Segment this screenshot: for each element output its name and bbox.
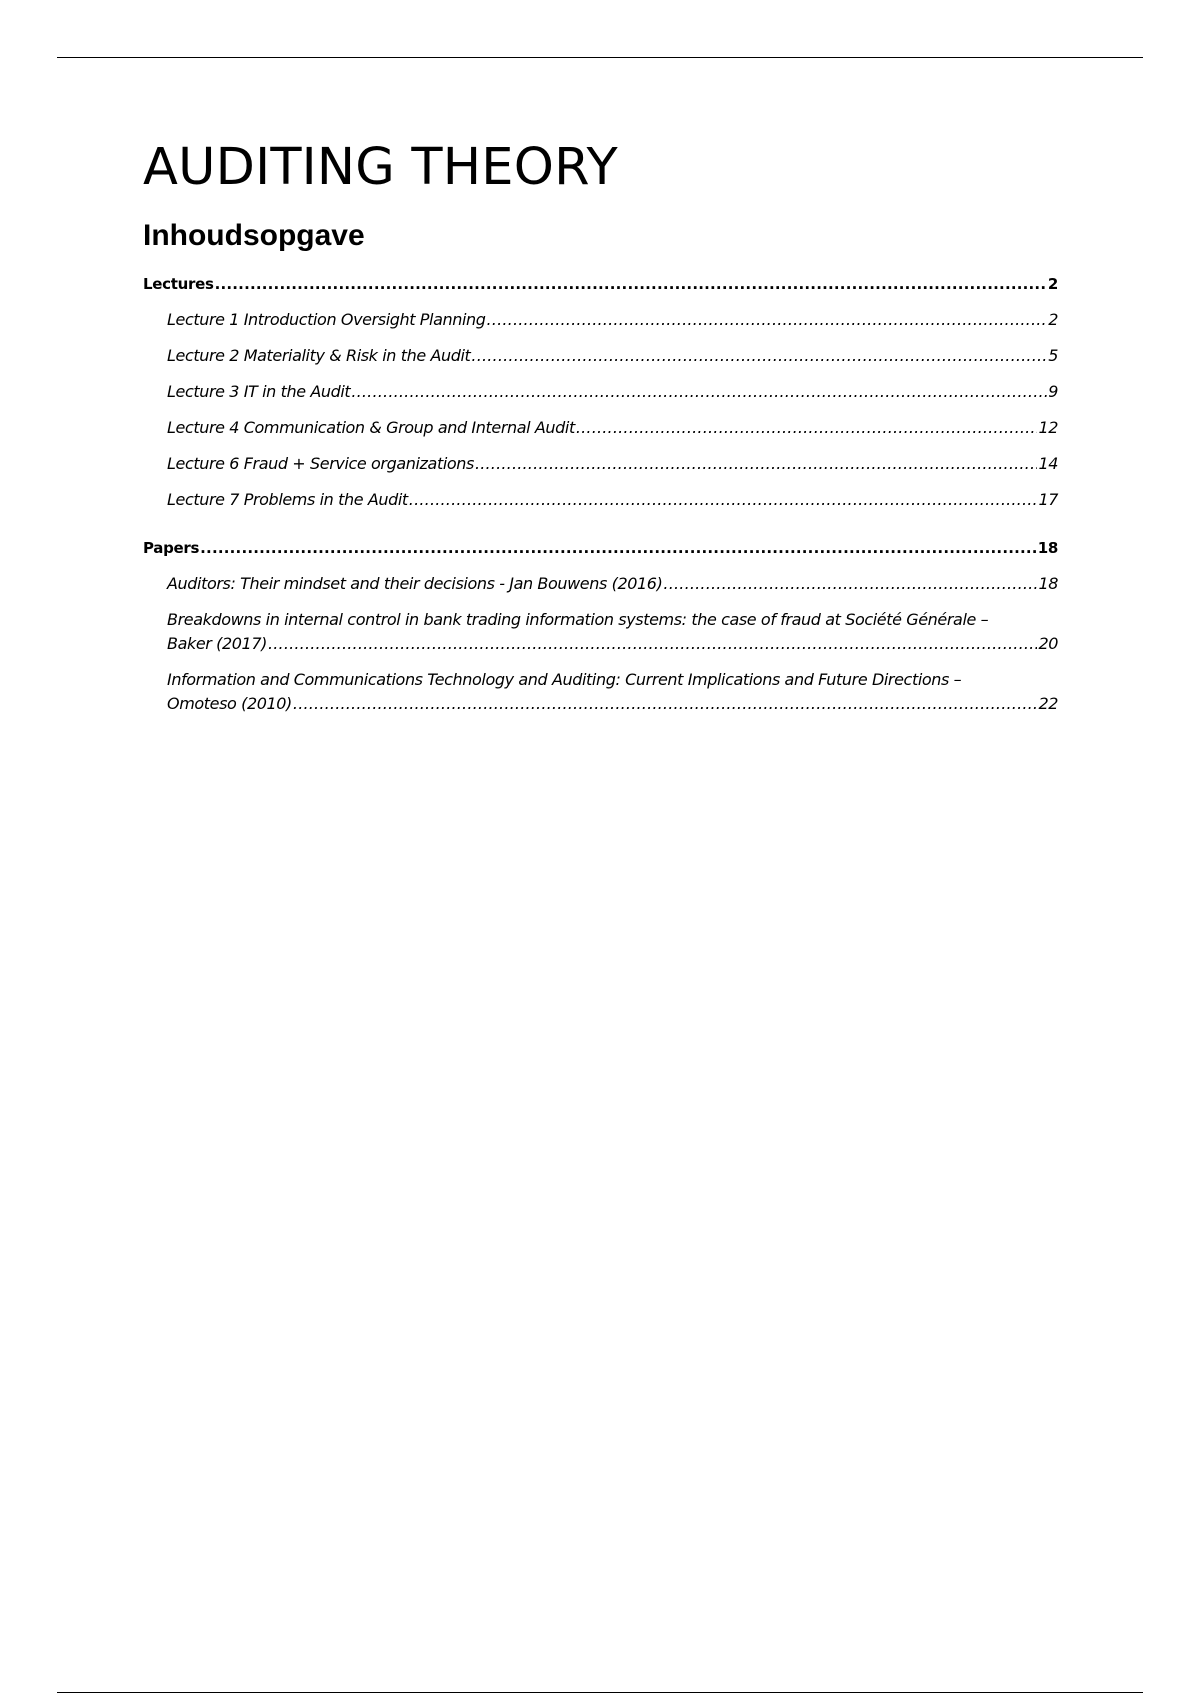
toc-entry-page: 17 [1038,490,1058,509]
toc-dot-leader [200,536,1037,560]
toc-entry-page: 18 [1038,574,1058,593]
toc-entry-page: 12 [1038,418,1058,437]
toc-entry-label-continued: Baker (2017) [167,634,267,653]
toc-entry-label-continued: Omoteso (2010) [167,694,292,713]
toc-entry-label: Breakdowns in internal control in bank trading information systems: the case of fraud at Société Générale – [167,610,989,629]
toc-entry-page: 5 [1048,346,1058,365]
toc-entry-label: Lecture 2 Materiality & Risk in the Audit [167,346,471,365]
toc-entry-page: 20 [1038,634,1058,653]
toc-entry-page: 2 [1047,275,1058,293]
toc-dot-leader [351,380,1047,404]
toc-entry-label: Lecture 7 Problems in the Audit [167,490,408,509]
document-title: AUDITING THEORY [143,138,618,197]
toc-dot-leader [487,308,1048,332]
toc-entry-paper-bouwens[interactable] [143,572,1058,596]
toc-dot-leader [215,272,1047,296]
toc-entry-label: Auditors: Their mindset and their decisions - Jan Bouwens (2016) [167,574,663,593]
toc-entry-page: 22 [1038,694,1058,713]
toc-dot-leader [409,488,1038,512]
toc-entry-lectures[interactable] [143,272,1058,296]
header-rule [57,57,1143,58]
toc-entry-label: Lecture 6 Fraud + Service organizations [167,454,474,473]
toc-dot-leader [663,572,1037,596]
toc-section-papers [143,536,1058,716]
toc-heading: Inhoudsopgave [143,219,365,252]
toc-entry-lecture-6[interactable] [143,452,1058,476]
toc-entry-lecture-1[interactable] [143,308,1058,332]
toc-dot-leader [475,452,1038,476]
toc-entry-lecture-4[interactable] [143,416,1058,440]
toc-entry-page: 9 [1048,382,1058,401]
table-of-contents [143,272,1058,716]
toc-entry-paper-omoteso[interactable] [143,668,1058,716]
toc-entry-page: 2 [1048,310,1058,329]
toc-entry-label: Papers [143,539,200,557]
toc-entry-page: 14 [1038,454,1058,473]
toc-entry-lecture-2[interactable] [143,344,1058,368]
toc-entry-lecture-7[interactable] [143,488,1058,512]
toc-entry-papers[interactable] [143,536,1058,560]
toc-dot-leader [471,344,1047,368]
toc-entry-label: Lecture 3 IT in the Audit [167,382,351,401]
toc-entry-label: Lectures [143,275,214,293]
footer-rule [57,1692,1143,1693]
toc-dot-leader [576,416,1038,440]
toc-entry-continuation [167,632,1058,656]
toc-entry-continuation [167,692,1058,716]
toc-dot-leader [268,632,1037,656]
toc-entry-page: 18 [1037,539,1058,557]
toc-section-lectures [143,272,1058,512]
toc-entry-paper-baker[interactable] [143,608,1058,656]
page-content [143,138,1058,732]
toc-entry-label: Lecture 4 Communication & Group and Internal Audit [167,418,575,437]
toc-entry-label: Lecture 1 Introduction Oversight Planning [167,310,486,329]
toc-entry-lecture-3[interactable] [143,380,1058,404]
toc-entry-label: Information and Communications Technology and Auditing: Current Implications and Future Directions – [167,670,962,689]
toc-dot-leader [293,692,1038,716]
